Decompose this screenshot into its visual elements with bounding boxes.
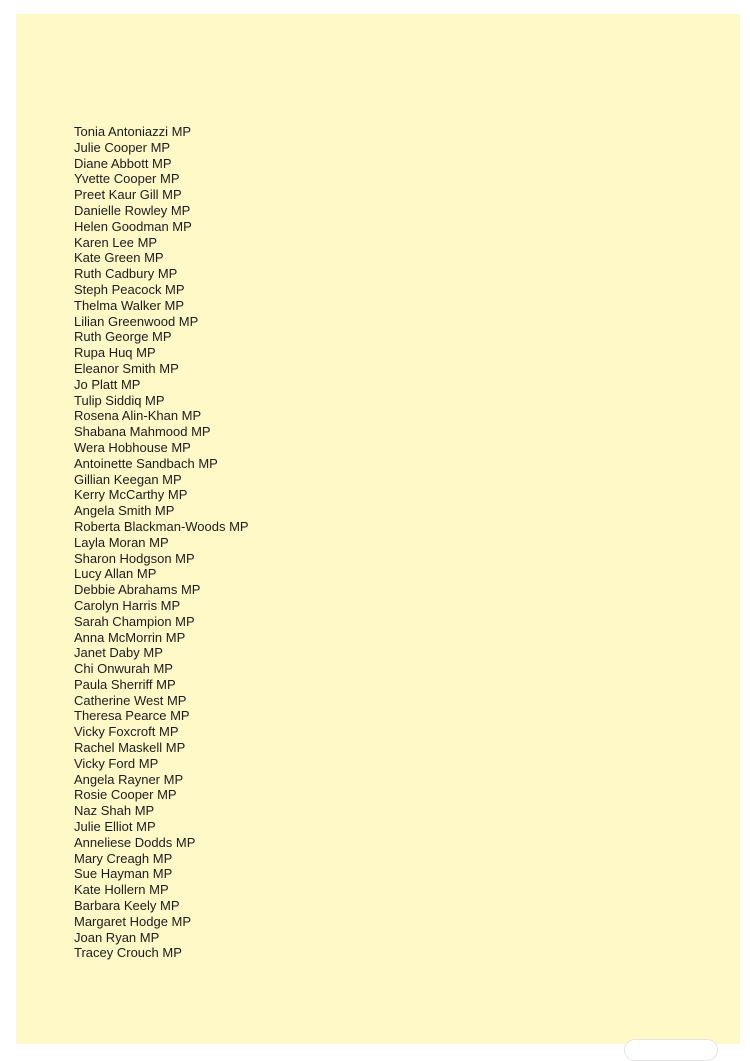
signatory-name: Sue Hayman MP (74, 866, 173, 882)
signatory-name: Yvette Cooper MP (74, 171, 180, 187)
signatory-name: Rupa Huq MP (74, 345, 156, 361)
signatory-name: Diane Abbott MP (74, 155, 172, 171)
signatory-name: Vicky Foxcroft MP (74, 724, 179, 740)
signatory-name: Theresa Pearce MP (74, 708, 190, 724)
signatory-name: Vicky Ford MP (74, 755, 159, 771)
signatory-name: Sarah Champion MP (74, 613, 195, 629)
signatory-name: Kerry McCarthy MP (74, 487, 188, 503)
signatory-name: Tonia Antoniazzi MP (74, 124, 192, 139)
signatory-name: Rachel Maskell MP (74, 740, 186, 756)
signatory-name: Anna McMorrin MP (74, 629, 186, 645)
signatory-name: Catherine West MP (74, 692, 187, 708)
signatory-name: Gillian Keegan MP (74, 471, 182, 487)
signatory-name: Roberta Blackman-Woods MP (74, 518, 249, 534)
signatory-name: Eleanor Smith MP (74, 360, 179, 376)
signatory-name: Debbie Abrahams MP (74, 582, 201, 598)
signatory-name: Preet Kaur Gill MP (74, 187, 182, 203)
signatory-name: Barbara Keely MP (74, 898, 180, 914)
signatory-name: Danielle Rowley MP (74, 202, 191, 218)
signatory-name: Shabana Mahmood MP (74, 424, 211, 440)
signatory-name: Rosie Cooper MP (74, 787, 177, 803)
signatory-list (74, 124, 249, 961)
signatory-name: Margaret Hodge MP (74, 913, 192, 929)
signatory-name: Kate Green MP (74, 250, 164, 266)
signatory-name: Tracey Crouch MP (74, 945, 182, 961)
signatory-name: Angela Rayner MP (74, 771, 184, 787)
document-page (16, 14, 740, 1044)
signatory-name: Janet Daby MP (74, 645, 163, 661)
signatory-name: Wera Hobhouse MP (74, 439, 191, 455)
signatory-name: Julie Elliot MP (74, 819, 156, 835)
signatory-name: Jo Platt MP (74, 376, 141, 392)
signatory-name: Sharon Hodgson MP (74, 550, 195, 566)
page-corner-tab (624, 1039, 718, 1061)
signatory-name: Mary Creagh MP (74, 850, 173, 866)
signatory-name: Paula Sherriff MP (74, 676, 176, 692)
signatory-name: Ruth Cadbury MP (74, 266, 178, 282)
signatory-name: Karen Lee MP (74, 234, 158, 250)
signatory-name: Ruth George MP (74, 329, 172, 345)
signatory-name: Tulip Siddiq MP (74, 392, 165, 408)
signatory-name: Rosena Alin-Khan MP (74, 408, 202, 424)
signatory-name: Angela Smith MP (74, 503, 175, 519)
signatory-name: Lilian Greenwood MP (74, 313, 199, 329)
signatory-name: Kate Hollern MP (74, 882, 169, 898)
signatory-name: Carolyn Harris MP (74, 597, 181, 613)
signatory-name: Julie Cooper MP (74, 139, 171, 155)
signatory-name: Naz Shah MP (74, 803, 155, 819)
signatory-name: Lucy Allan MP (74, 566, 157, 582)
signatory-name: Chi Onwurah MP (74, 661, 173, 677)
signatory-name: Steph Peacock MP (74, 281, 185, 297)
signatory-name: Anneliese Dodds MP (74, 834, 196, 850)
signatory-name: Antoinette Sandbach MP (74, 455, 218, 471)
signatory-name: Layla Moran MP (74, 534, 169, 550)
signatory-name: Helen Goodman MP (74, 218, 192, 234)
signatory-name: Joan Ryan MP (74, 929, 160, 945)
signatory-name: Thelma Walker MP (74, 297, 185, 313)
